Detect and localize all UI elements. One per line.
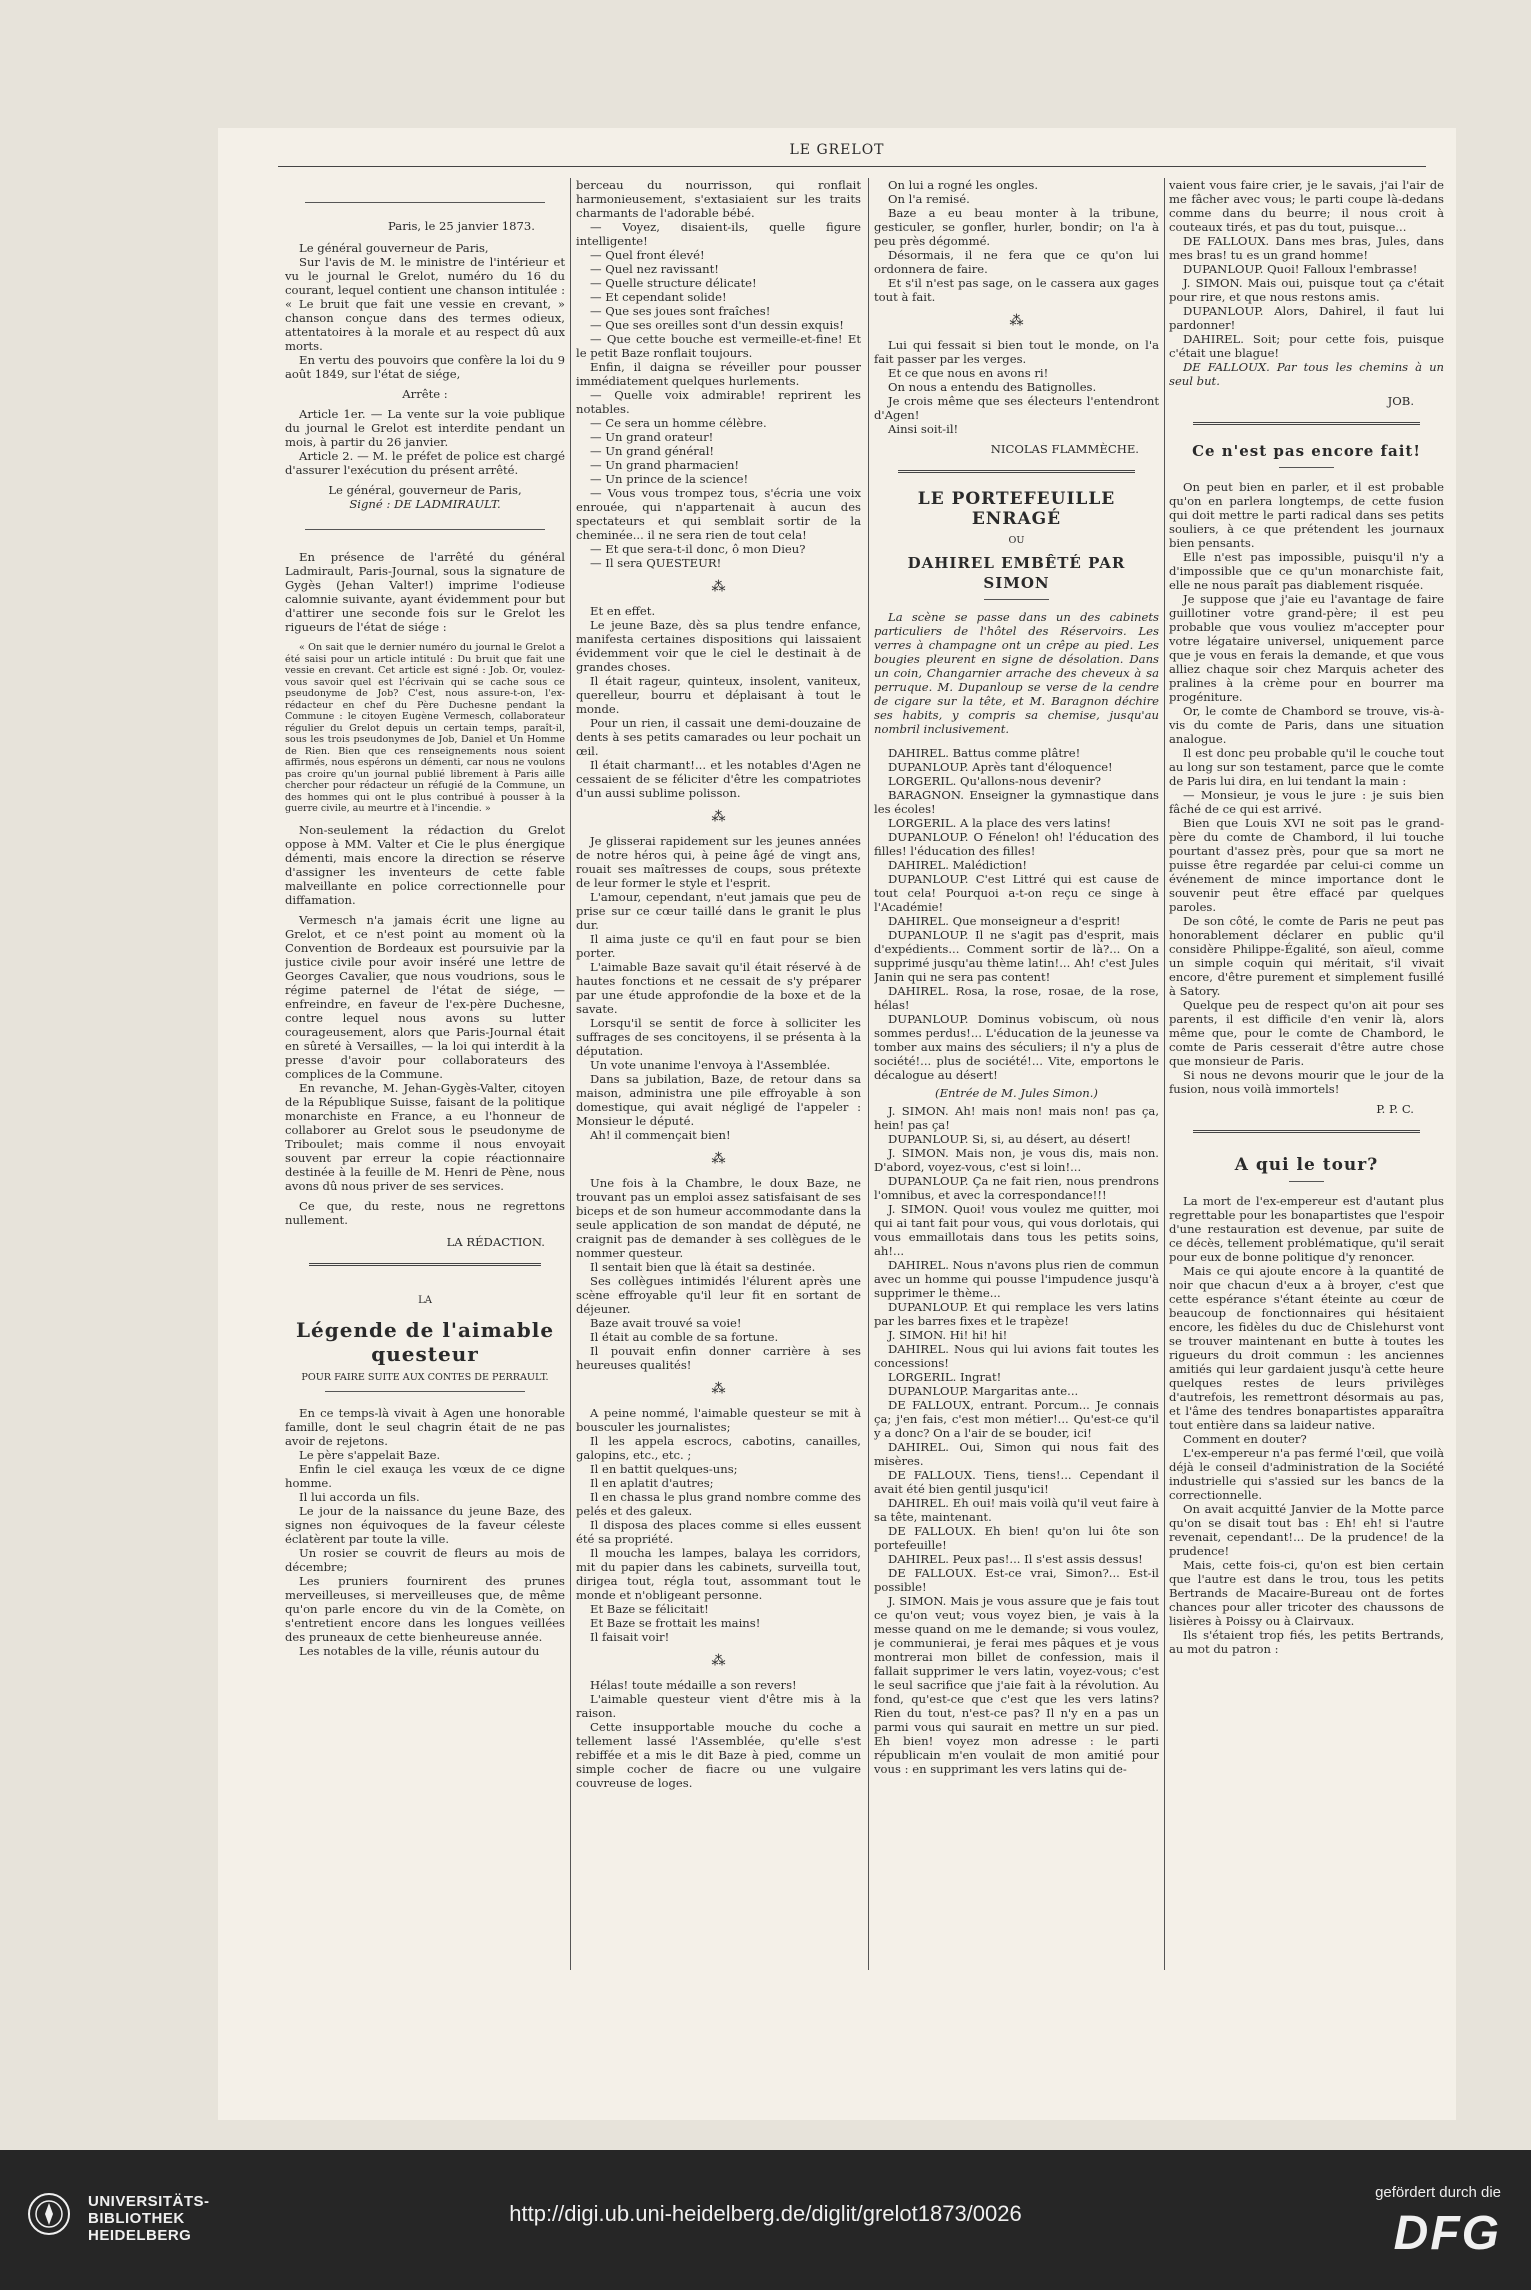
dialogue-line: LORGERIL. A la place des vers latins! <box>888 815 1112 830</box>
dialogue-line: DAHIREL. Eh oui! mais voilà qu'il veut faire à sa tête, maintenant. <box>874 1495 1159 1524</box>
paragraph: En ce temps-là vivait à Agen une honorable famille, dont le seul chagrin était de ne pas avoir de rejetons. <box>285 1406 565 1448</box>
divider <box>984 599 1049 600</box>
decree-article-1: Article 1er. — La vente sur la voie publique du journal le Grelot est interdite pendant un mois, à partir du 26 janvier. <box>285 407 565 449</box>
paragraph: Cette insupportable mouche du coche a tellement lassé l'Assemblée, qu'elle s'est rebiffée et a mis le dit Baze à pied, comme un simple cocher de fiacre ou une vulgaire couvreuse de loges. <box>576 1720 861 1790</box>
paragraph: Pour un rien, il cassait une demi-douzaine de dents à ses petits camarades ou leur pochait un œil. <box>576 716 861 758</box>
dialogue-line: LORGERIL. Qu'allons-nous devenir? <box>888 773 1102 788</box>
dialogue-line: — Un grand pharmacien! <box>590 458 740 472</box>
asterism-icon: ⁂ <box>711 1381 726 1397</box>
column-2 <box>576 178 861 1970</box>
paragraph: Ils s'étaient trop fiés, les petits Bertrands, au mot du patron : <box>1169 1628 1444 1656</box>
dialogue-line: DUPANLOUP. Alors, Dahirel, il faut lui pardonner! <box>1169 304 1444 332</box>
decree-powers: En vertu des pouvoirs que confère la loi du 9 août 1849, sur l'état de siége, <box>285 353 565 381</box>
asterism-icon: ⁂ <box>711 1151 726 1167</box>
article-title: Légende de l'aimable questeur <box>295 1317 555 1366</box>
library-name-line: UNIVERSITÄTS- <box>88 2193 210 2210</box>
divider <box>1279 467 1334 468</box>
column-3 <box>874 178 1159 1970</box>
dialogue-line: BARAGNON. Enseigner la gymnastique dans les écoles! <box>874 787 1159 816</box>
paragraph: berceau du nourrisson, qui ronflait harmonieusement, s'extasiaient sur les traits charmants de l'adorable bébé. <box>576 178 861 220</box>
paragraph: Le jour de la naissance du jeune Baze, des signes non équivoques de la faveur céleste éclatèrent par toute la ville. <box>285 1504 565 1546</box>
dialogue-line: DAHIREL. Battus comme plâtre! <box>888 745 1081 760</box>
paragraph: On lui a rogné les ongles. <box>888 178 1039 192</box>
paragraph: Lorsqu'il se sentit de force à solliciter les suffrages de ses concitoyens, il se présenta à la députation. <box>576 1016 861 1058</box>
article-title-connector: OU <box>1008 535 1025 546</box>
paragraph: Ainsi soit-il! <box>888 422 959 436</box>
dialogue-line: DAHIREL. Soit; pour cette fois, puisque c'était une blague! <box>1169 332 1444 360</box>
dialogue-line: DE FALLOUX. Eh bien! qu'on lui ôte son portefeuille! <box>874 1523 1159 1552</box>
paragraph: Mais ce qui ajoute encore à la quantité de noir que chacun d'eux a à broyer, c'est que cette espérance s'étant éteinte au cœur de beaucoup de fonctionnaires qui hésitaient encore, les fidèles du duc de Chislehurst vont se trouver maintenant en butte à toutes les rigueurs du droit commun : les anciennes amitiés qui leur gardaient jusqu'à cette heure quelques restes de leurs privilèges d'autrefois, les remettront désormais au pas, et l'âme des tendres bonapartistes apparaîtra tout entière dans sa laideur native. <box>1169 1264 1444 1432</box>
paragraph: En revanche, M. Jehan-Gygès-Valter, citoyen de la République Suisse, faisant de la politique monarchiste en France, a eu l'honneur de collaborer au Grelot sous le pseudonyme de Triboulet; mais comme il nous envoyait souvent par erreur la copie réactionnaire destinée à la feuille de M. Henri de Pène, nous avons dû nous priver de ses services. <box>285 1080 565 1193</box>
decree-signature: Signé : DE LADMIRAULT. <box>349 497 501 511</box>
paragraph: Hélas! toute médaille a son revers! <box>590 1678 797 1692</box>
paragraph: Vermesch n'a jamais écrit une ligne au Grelot, et ce n'est point au moment où la Convention de Bordeaux est poursuivie par la justice civile pour avoir inséré une lettre de Georges Cavalier, que nous voudrions, sous le régime paternel de l'état de siége, — enfreindre, en faveur de l'ex-père Duchesne, contre lequel nous avons su lutter courageusement, alors que Paris-Journal était en sûreté à Versailles, — la loi qui interdit à la presse d'avoir pour collaborateurs des complices de la Commune. <box>285 912 565 1081</box>
paragraph: La mort de l'ex-empereur est d'autant plus regrettable pour les bonapartistes que l'espoir d'une restauration est devenue, par suite de ce décès, tellement problématique, qu'il serait pour eux de bonne politique d'y renoncer. <box>1169 1194 1444 1264</box>
dialogue-line: — Quelle structure délicate! <box>590 276 757 290</box>
paragraph: Quelque peu de respect qu'on ait pour ses parents, il est difficile d'en venir là, alors même que, pour le comte de Chambord, le comte de Paris cesserait d'être autre chose que monsieur de Paris. <box>1169 998 1444 1068</box>
dialogue-line: DUPANLOUP. Et qui remplace les vers latins par les barres fixes et le trapèze! <box>874 1299 1159 1328</box>
dialogue-line: J. SIMON. Mais non, je vous dis, mais non. D'abord, voyez-vous, c'est si loin!... <box>874 1145 1159 1174</box>
dialogue-line: DAHIREL. Rosa, la rose, rosae, de la rose, hélas! <box>874 983 1159 1012</box>
paragraph: Et ce que nous en avons ri! <box>888 366 1049 380</box>
paragraph: Enfin le ciel exauça les vœux de ce digne homme. <box>285 1462 565 1490</box>
dialogue-line: DUPANLOUP. Il ne s'agit pas d'esprit, mais d'expédients... Comment sortir de là?... On a supprimé jusqu'au thème latin!... Ah! c'est Jules Janin qui ne sera pas content! <box>874 927 1159 984</box>
dialogue-line: — Un grand orateur! <box>590 430 714 444</box>
dialogue-line: J. SIMON. Ah! mais non! mais non! pas ça, hein! pas ça! <box>874 1103 1159 1132</box>
stage-direction: (Entrée de M. Jules Simon.) <box>935 1085 1098 1100</box>
paragraph: Le jeune Baze, dès sa plus tendre enfance, manifesta certaines dispositions qui laissaient évidemment voir que le ciel le destinait à de grandes choses. <box>576 618 861 674</box>
document-url[interactable]: http://digi.ub.uni-heidelberg.de/diglit/grelot1873/0026 <box>509 2201 1022 2226</box>
signature: NICOLAS FLAMMÈCHE. <box>990 442 1139 456</box>
paragraph: Il était rageur, quinteux, insolent, vaniteux, querelleur, bourru et déplaisant à tout le monde. <box>576 674 861 716</box>
paragraph: Or, le comte de Chambord se trouve, vis-à-vis du comte de Paris, dans une situation analogue. <box>1169 704 1444 746</box>
paragraph: L'aimable Baze savait qu'il était réservé à de hautes fonctions et ne cessait de s'y préparer par une étude approfondie de la boxe et de la savate. <box>576 960 861 1016</box>
paragraph: Il en battit quelques-uns; <box>590 1462 738 1476</box>
dialogue-line: — Que cette bouche est vermeille-et-fine! Et le petit Baze ronflait toujours. <box>576 332 861 360</box>
dfg-logo: DFG <box>1393 2207 1501 2260</box>
paragraph: Il aima juste ce qu'il en faut pour se bien porter. <box>576 932 861 960</box>
paragraph: Les notables de la ville, réunis autour du <box>299 1644 540 1658</box>
dialogue-line: DAHIREL. Oui, Simon qui nous fait des misères. <box>874 1439 1159 1468</box>
paragraph: Il lui accorda un fils. <box>299 1490 420 1504</box>
paragraph: L'ex-empereur n'a pas fermé l'œil, que voilà déjà le conseil d'administration de la Société industrielle qui s'assied sur les bancs de la correctionnelle. <box>1169 1446 1444 1502</box>
paragraph: Les pruniers fournirent des prunes merveilleuses, si merveilleuses que, de même qu'on parle encore du vin de la Comète, on s'entretient encore dans les longues veillées des pruneaux de cette bienheureuse année. <box>285 1574 565 1644</box>
dialogue-line: DUPANLOUP. O Fénelon! oh! l'éducation des filles! l'éducation des filles! <box>874 829 1159 858</box>
paragraph: L'aimable questeur vient d'être mis à la raison. <box>576 1692 861 1720</box>
paragraph: Non-seulement la rédaction du Grelot oppose à MM. Valter et Cie le plus énergique démenti, mais encore la direction se réserve d'assigner les inventeurs de cette fable malveillante en police correctionnelle pour diffamation. <box>285 822 565 907</box>
dialogue-line: J. SIMON. Mais je vous assure que je fais tout ce qu'on veut; vous voyez bien, je vais à la messe quand on me le demande; si vous voulez, je communierai, je ferai mes pâques et je vous montrerai mon billet de confession, mais il fallait supprimer le vers latin, voyez-vous; c'est le seul sacrifice que j'aie fait à la révolution. Au fond, qu'est-ce que c'est que les vers latins? Rien du tout, n'est-ce pas? Il n'y en a pas un parmi vous qui saurait en mettre un sur pied. Eh bien! voyez mon adresse : le parti républicain m'en voulait de mon amitié pour vous : en supprimant les vers latins qui de- <box>874 1593 1159 1776</box>
paragraph: Il faisait voir! <box>590 1630 670 1644</box>
dialogue-line: — Que ses joues sont fraîches! <box>590 304 771 318</box>
paragraph: Baze a eu beau monter à la tribune, gesticuler, se gonfler, hurler, bondir; on l'a à peu près dégommé. <box>874 206 1159 248</box>
paragraph: Et en effet. <box>590 604 656 618</box>
paragraph: On nous a entendu des Batignolles. <box>888 380 1097 394</box>
library-name-line: BIBLIOTHEK <box>88 2210 185 2227</box>
divider <box>305 529 545 530</box>
paragraph: Bien que Louis XVI ne soit pas le grand-père du comte de Chambord, il lui touche pourtant d'assez près, pour que sa mort ne puisse être regardée par celui-ci comme un événement de mince importance dont le souvenir peut être effacé par quelques paroles. <box>1169 816 1444 914</box>
paragraph: On l'a remisé. <box>888 192 970 206</box>
newspaper-sheet <box>218 128 1456 2120</box>
asterism-icon: ⁂ <box>711 1653 726 1669</box>
paragraph: Il pouvait enfin donner carrière à ses heureuses qualités! <box>576 1344 861 1372</box>
paragraph: Comment en douter? <box>1183 1432 1307 1446</box>
dialogue-line: J. SIMON. Mais oui, puisque tout ça c'était pour rire, et que nous restons amis. <box>1169 276 1444 304</box>
paragraph: Un rosier se couvrit de fleurs au mois de décembre; <box>285 1546 565 1574</box>
paragraph: Ce que, du reste, nous ne regrettons nullement. <box>285 1198 565 1227</box>
paragraph: A peine nommé, l'aimable questeur se mit à bousculer les journalistes; <box>576 1406 861 1434</box>
article-title: A qui le tour? <box>1234 1155 1379 1175</box>
dialogue-line: DUPANLOUP. Dominus vobiscum, où nous sommes perdus!... L'éducation de la jeunesse va tomber aux mains des séculiers; il n'y a plus de société!... plus de société!... Vite, emportons le décalogue au désert! <box>874 1011 1159 1082</box>
dialogue-line: DUPANLOUP. Margaritas ante... <box>888 1383 1079 1398</box>
decree-considering: Sur l'avis de M. le ministre de l'intérieur et vu le journal le Grelot, numéro du 16 du courant, lequel contient une chanson intitulée : « Le bruit que fait une vessie en crevant, » chanson conçue dans des termes odieux, attentatoires à la morale et au respect dû aux morts. <box>285 255 565 353</box>
dialogue-line: DUPANLOUP. Quoi! Falloux l'embrasse! <box>1183 262 1418 276</box>
double-divider <box>898 470 1135 473</box>
dialogue-line: — Que ses oreilles sont d'un dessin exquis! <box>590 318 844 332</box>
article-title: Ce n'est pas encore fait! <box>1192 442 1421 460</box>
dialogue-line: DAHIREL. Peux pas!... Il s'est assis dessus! <box>888 1551 1143 1566</box>
paragraph: Il disposa des places comme si elles eussent été sa propriété. <box>576 1518 861 1546</box>
article-subtitle: POUR FAIRE SUITE AUX CONTES DE PERRAULT. <box>301 1371 549 1383</box>
header-rule <box>278 166 1426 167</box>
dialogue-line: — Vous vous trompez tous, s'écria une voix enrouée, qui n'appartenait à aucun des spectateurs et qui semblait sortir de la cheminée... il ne sera rien de tout cela! <box>576 486 861 542</box>
paragraph: Baze avait trouvé sa voie! <box>590 1316 742 1330</box>
paragraph: Le père s'appelait Baze. <box>299 1448 441 1462</box>
paragraph: Mais, cette fois-ci, qu'on est bien certain que l'autre est dans le trou, tous les petits Bertrands de Macaire-Bureau ont de fortes chances pour aller tricoter des chaussons de lisières à Poissy ou à Clairvaux. <box>1169 1558 1444 1628</box>
paragraph: Enfin, il daigna se réveiller pour pousser immédiatement quelques hurlements. <box>576 360 861 388</box>
dialogue-line: DE FALLOUX. Dans mes bras, Jules, dans mes bras! tu es un grand homme! <box>1169 234 1444 262</box>
paragraph: Il moucha les lampes, balaya les corridors, mit du papier dans les cabinets, surveilla tout, dirigea tout, régla tout, assommant tout le monde et n'obligeant personne. <box>576 1546 861 1602</box>
paragraph: Il était au comble de sa fortune. <box>590 1330 779 1344</box>
paragraph: Il était charmant!... et les notables d'Agen ne cessaient de se féliciter d'être les compatriotes d'un aussi sublime polisson. <box>576 758 861 800</box>
paragraph: Lui qui fessait si bien tout le monde, on l'a fait passer par les verges. <box>874 338 1159 366</box>
paragraph: Une fois à la Chambre, le doux Baze, ne trouvant pas un emploi assez satisfaisant de ses biceps et de son humeur accommodante dans la seule application de son mandat de député, ne craignit pas de demander à ses collègues de le nommer questeur. <box>576 1176 861 1260</box>
double-divider <box>1193 1130 1420 1133</box>
paragraph: Ses collègues intimidés l'élurent après une scène effroyable qu'il leur fit en sortant de déjeuner. <box>576 1274 861 1316</box>
stage-direction: La scène se passe dans un des cabinets particuliers de l'hôtel des Réservoirs. Les verres à champagne ont un crêpe au pied. Les bougies pleurent en signe de désolation. Dans un coin, Changarnier arrache des cheveux à sa perruque. M. Dupanloup se verse de la cendre de cigare sur la tête, et M. Baragnon déchire ses habits, y compris sa chemise, jusqu'au nombril inclusivement. <box>874 609 1159 736</box>
dialogue-line: — Et cependant solide! <box>590 290 727 304</box>
dateline: Paris, le 25 janvier 1873. <box>388 219 535 233</box>
page-header: LE GRELOT <box>789 142 885 158</box>
library-name-line: HEIDELBERG <box>88 2227 192 2244</box>
dialogue-line: DUPANLOUP. C'est Littré qui est cause de tout cela! Pourquoi a-t-on reçu ce singe à l'Académie! <box>874 871 1159 914</box>
article-subtitle: DAHIREL EMBÊTÉ PAR SIMON <box>907 553 1126 592</box>
dialogue-line: DUPANLOUP. Après tant d'éloquence! <box>888 759 1113 774</box>
dialogue-line: DAHIREL. Malédiction! <box>888 857 1028 872</box>
dialogue-line: J. SIMON. Hi! hi! hi! <box>888 1327 1008 1342</box>
divider <box>1289 1181 1324 1182</box>
signature: JOB. <box>1387 394 1414 408</box>
paragraph: Dans sa jubilation, Baze, de retour dans sa maison, administra une pile effroyable à son domestique, qui avait négligé de l'appeler : Monsieur le député. <box>576 1072 861 1128</box>
paragraph: De son côté, le comte de Paris ne peut pas honorablement déclarer en public qu'il considère Philippe-Égalité, son aïeul, comme un simple coquin qui méritait, s'il vivait encore, d'être purement et simplement fusillé à Satory. <box>1169 914 1444 998</box>
dialogue-line: — Et que sera-t-il donc, ô mon Dieu? <box>590 542 806 556</box>
paragraph: Désormais, il ne fera que ce qu'on lui ordonnera de faire. <box>874 248 1159 276</box>
dialogue-line: DE FALLOUX. Est-ce vrai, Simon?... Est-il possible! <box>874 1565 1159 1594</box>
dialogue-line: DUPANLOUP. Ça ne fait rien, nous prendrons l'omnibus, et avec la correspondance!!! <box>874 1173 1159 1202</box>
column-4 <box>1169 178 1444 1970</box>
dialogue-line: — Il sera QUESTEUR! <box>590 556 722 570</box>
paragraph: Elle n'est pas impossible, puisqu'il n'y a d'impossible que ce qu'un monarchiste fait, elle ne nous paraît pas diablement risquée. <box>1169 550 1444 592</box>
divider <box>305 202 545 203</box>
dialogue-line: DAHIREL. Nous qui lui avions fait toutes les concessions! <box>874 1341 1159 1370</box>
paragraph: On peut bien en parler, et il est probable qu'on en parlera longtemps, de cette fusion qui doit mettre le parti radical dans ses petits souliers, à ce que prétendent les journaux bien pensants. <box>1169 480 1444 550</box>
paragraph: Il les appela escrocs, cabotins, canailles, galopins, etc., etc. ; <box>576 1434 861 1462</box>
dialogue-line: — Un prince de la science! <box>590 472 749 486</box>
article-kicker: LA <box>418 1294 432 1306</box>
paragraph: Et Baze se félicitait! <box>590 1602 709 1616</box>
funded-by-label: gefördert durch die <box>1375 2184 1501 2201</box>
column-rule <box>868 178 869 1970</box>
double-divider <box>1193 422 1420 425</box>
dialogue-line: DE FALLOUX, entrant. Porcum... Je connais ça; j'en fais, c'est mon métier!... Qu'est-ce qu'il y a donc? On a l'air de se bouder, ici! <box>874 1397 1159 1440</box>
quoted-calumny: « On sait que le dernier numéro du journal le Grelot a été saisi pour un article intitulé : Du bruit que fait une vessie en crevant. Cet article est signé : Job. Or, voulez-vous savoir quel est l'écrivain qui se cache sous ce pseudonyme de Job? C'est, nous assure-t-on, l'ex-rédacteur en chef du Père Duchesne pendant la Commune : le citoyen Eugène Vermesch, collaborateur régulier du Grelot depuis un certain temps, paraît-il, sous les trois pseudonymes de Job, Daniel et Un Homme de Rien. Bien que ces renseignements nous soient affirmés, nous espérons un démenti, car nous ne voulons pas croire qu'un journal publié librement à Paris aille chercher pour rédacteur un réfugié de la Commune, un des hommes qui ont le plus contribué à pousser à la guerre civile, au meurtre et à l'incendie. » <box>285 642 565 814</box>
decree-closing: Le général, gouverneur de Paris, <box>328 483 522 497</box>
paragraph: Il est donc peu probable qu'il le couche tout au long sur son testament, parce que le comte de Paris lui dira, en lui tendant la main : <box>1169 746 1444 788</box>
dialogue-line: LORGERIL. Ingrat! <box>888 1369 1002 1384</box>
paragraph: Je crois même que ses électeurs l'entendront d'Agen! <box>874 394 1159 422</box>
divider <box>325 1391 525 1392</box>
paragraph: L'amour, cependant, n'eut jamais que peu de prise sur ce cœur taillé dans le granit le plus dur. <box>576 890 861 932</box>
dialogue-line: — Un grand général! <box>590 444 715 458</box>
dialogue-line: — Quel front élevé! <box>590 248 705 262</box>
dialogue-line: DE FALLOUX. Par tous les chemins à un seul but. <box>1169 360 1444 388</box>
dialogue-line: DE FALLOUX. Tiens, tiens!... Cependant il avait été bien gentil jusqu'ici! <box>874 1467 1159 1496</box>
paragraph: Il en chassa le plus grand nombre comme des pelés et des galeux. <box>576 1490 861 1518</box>
dialogue-line: — Quel nez ravissant! <box>590 262 719 276</box>
dialogue-line: — Quelle voix admirable! reprirent les notables. <box>576 388 861 416</box>
dialogue-line: vaient vous faire crier, je le savais, j'ai l'air de me fâcher avec vous; le parti coupe là-dedans comme dans du beurre; il nous croit à couteaux tirés, et pas du tout, puisque... <box>1169 178 1444 234</box>
dialogue-line: DAHIREL. Nous n'avons plus rien de commun avec un homme qui pousse l'impudence jusqu'à supprimer le thème... <box>874 1257 1159 1300</box>
double-divider <box>309 1263 541 1266</box>
paragraph: Et s'il n'est pas sage, on le cassera aux gages tout à fait. <box>874 276 1159 304</box>
column-rule <box>1164 178 1165 1970</box>
decree-intro: Le général gouverneur de Paris, <box>299 241 489 255</box>
paragraph: Il en aplatit d'autres; <box>590 1476 714 1490</box>
paragraph: Un vote unanime l'envoya à l'Assemblée. <box>590 1058 831 1072</box>
signature: LA RÉDACTION. <box>446 1234 545 1249</box>
paragraph: Je suppose que j'aie eu l'avantage de faire guillotiner votre grand-père; il est peu probable que vous vouliez m'accepter pour votre légataire universel, uniquement parce que je vous en ferais la demande, et que vous alliez chaque soir chez Marquis acheter des pralines à la crème pour en bourrer ma progéniture. <box>1169 592 1444 704</box>
paragraph: Et Baze se frottait les mains! <box>590 1616 761 1630</box>
decree-arrete: Arrête : <box>402 387 448 401</box>
paragraph: En présence de l'arrêté du général Ladmirault, Paris-Journal, sous la signature de Gygès (Jehan Valter!) imprime l'odieuse calomnie suivante, ayant évidemment pour but d'attirer une seconde fois sur le Grelot les rigueurs de l'état de siége : <box>285 550 565 634</box>
paragraph: — Monsieur, je vous le jure : je suis bien fâché de ce qui est arrivé. <box>1169 788 1444 816</box>
dialogue-line: DAHIREL. Que monseigneur a d'esprit! <box>888 913 1121 928</box>
dialogue-line: — Voyez, disaient-ils, quelle figure intelligente! <box>576 220 861 248</box>
paragraph: On avait acquitté Janvier de la Motte parce qu'on se disait tout bas : Eh! eh! si l'autre revenait, cependant!... De la prudence! de la prudence! <box>1169 1502 1444 1558</box>
paragraph: Je glisserai rapidement sur les jeunes années de notre héros qui, à peine âgé de vingt ans, rouait ses maîtresses de coups, sous prétexte de leur former le style et l'esprit. <box>576 834 861 890</box>
asterism-icon: ⁂ <box>711 809 726 825</box>
article-title: LE PORTEFEUILLE ENRAGÉ <box>917 489 1116 529</box>
paragraph: Si nous ne devons mourir que le jour de la fusion, nous voilà immortels! <box>1169 1068 1444 1096</box>
paragraph: Il sentait bien que là était sa destinée. <box>590 1260 816 1274</box>
asterism-icon: ⁂ <box>1009 313 1024 329</box>
signature: P. P. C. <box>1376 1102 1414 1116</box>
decree-article-2: Article 2. — M. le préfet de police est chargé d'assurer l'exécution du présent arrêté. <box>285 449 565 477</box>
asterism-icon: ⁂ <box>711 579 726 595</box>
dialogue-line: DUPANLOUP. Si, si, au désert, au désert! <box>888 1131 1131 1146</box>
paragraph: Ah! il commençait bien! <box>590 1128 731 1142</box>
dialogue-line: — Ce sera un homme célèbre. <box>590 416 767 430</box>
column-rule <box>570 178 571 1970</box>
dialogue-line: J. SIMON. Quoi! vous voulez me quitter, moi qui ai tant fait pour vous, qui vous dorlotais, qui vous emmaillotais dans tous les petits soins, ah!... <box>874 1201 1159 1258</box>
column-1 <box>285 178 565 1970</box>
